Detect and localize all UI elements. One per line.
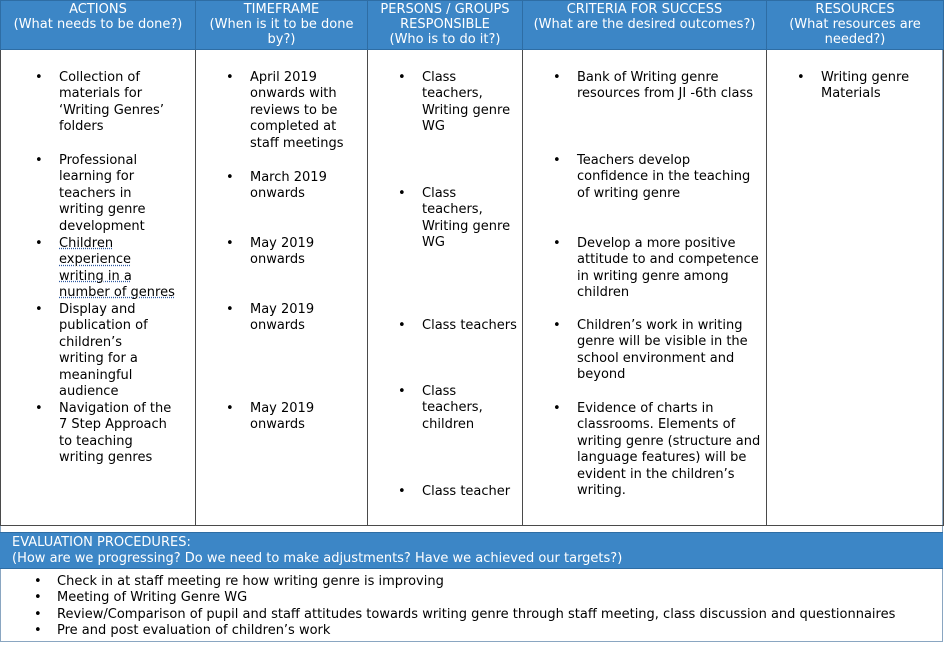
list-item: • March 2019 onwards bbox=[226, 170, 327, 202]
list-item: • Writing genre Materials bbox=[797, 70, 910, 102]
list-item: • Pre and post evaluation of children’s work bbox=[34, 622, 331, 638]
list-item: • Teachers develop confidence in the teaching of writing genre bbox=[553, 153, 751, 201]
persons-cell bbox=[368, 50, 523, 526]
list-item: • Evidence of charts in classrooms. Elements of writing genre (structure and language features) will be evident in the children’s writing. bbox=[553, 401, 761, 499]
list-item: • Check in at staff meeting re how writing genre is improving bbox=[34, 574, 444, 589]
evaluation-subtitle: (How are we progressing? Do we need to make adjustments? Have we achieved our targets?) bbox=[12, 550, 623, 566]
header-actions: ACTIONS (What needs to be done?) bbox=[1, 1, 196, 50]
list-item: • Display and publication of children’s writing for a meaningful audience bbox=[35, 302, 148, 400]
header-persons: PERSONS / GROUPS RESPONSIBLE (Who is to do it?) bbox=[368, 1, 523, 50]
list-item: • Children experience writing in a number of genres bbox=[35, 236, 175, 301]
list-item: • Children’s work in writing genre will be visible in the school environment and beyond bbox=[553, 318, 748, 383]
list-item: • May 2019 onwards bbox=[226, 401, 315, 433]
list-item: • Class teacher bbox=[398, 484, 511, 499]
list-item: • Meeting of Writing Genre WG bbox=[34, 590, 248, 606]
list-item: • Collection of materials for ‘Writing Genres’ folders bbox=[35, 70, 164, 135]
resources-cell bbox=[767, 50, 944, 526]
list-item: • Class teachers, Writing genre WG bbox=[398, 186, 511, 251]
list-item: • April 2019 onwards with reviews to be completed at staff meetings bbox=[226, 70, 344, 151]
actions-cell bbox=[1, 50, 196, 526]
list-item: • Bank of Writing genre resources from JI -6th class bbox=[553, 70, 754, 102]
header-timeframe: TIMEFRAME (When is it to be done by?) bbox=[196, 1, 368, 50]
list-item: • Class teachers bbox=[398, 318, 517, 333]
list-item: • Develop a more positive attitude to and competence in writing genre among children bbox=[553, 236, 759, 301]
list-item: • Class teachers, Writing genre WG bbox=[398, 70, 511, 135]
list-item: • Class teachers, children bbox=[398, 384, 483, 432]
header-row bbox=[1, 1, 944, 50]
list-item: • Review/Comparison of pupil and staff attitudes towards writing genre through staff meeting, class discussion and questionnaires bbox=[34, 606, 896, 622]
list-item: • May 2019 onwards bbox=[226, 236, 315, 268]
list-item: • Professional learning for teachers in writing genre development bbox=[35, 153, 146, 234]
evaluation-header bbox=[0, 532, 943, 569]
criteria-cell bbox=[523, 50, 767, 526]
header-resources: RESOURCES (What resources are needed?) bbox=[767, 1, 944, 50]
header-criteria: CRITERIA FOR SUCCESS (What are the desired outcomes?) bbox=[523, 1, 767, 50]
evaluation-title: EVALUATION PROCEDURES: bbox=[12, 535, 191, 550]
content-row bbox=[1, 50, 944, 526]
timeframe-cell bbox=[196, 50, 368, 526]
list-item: • May 2019 onwards bbox=[226, 302, 315, 334]
list-item: • Navigation of the 7 Step Approach to teaching writing genres bbox=[35, 401, 172, 466]
evaluation-list bbox=[0, 574, 895, 639]
